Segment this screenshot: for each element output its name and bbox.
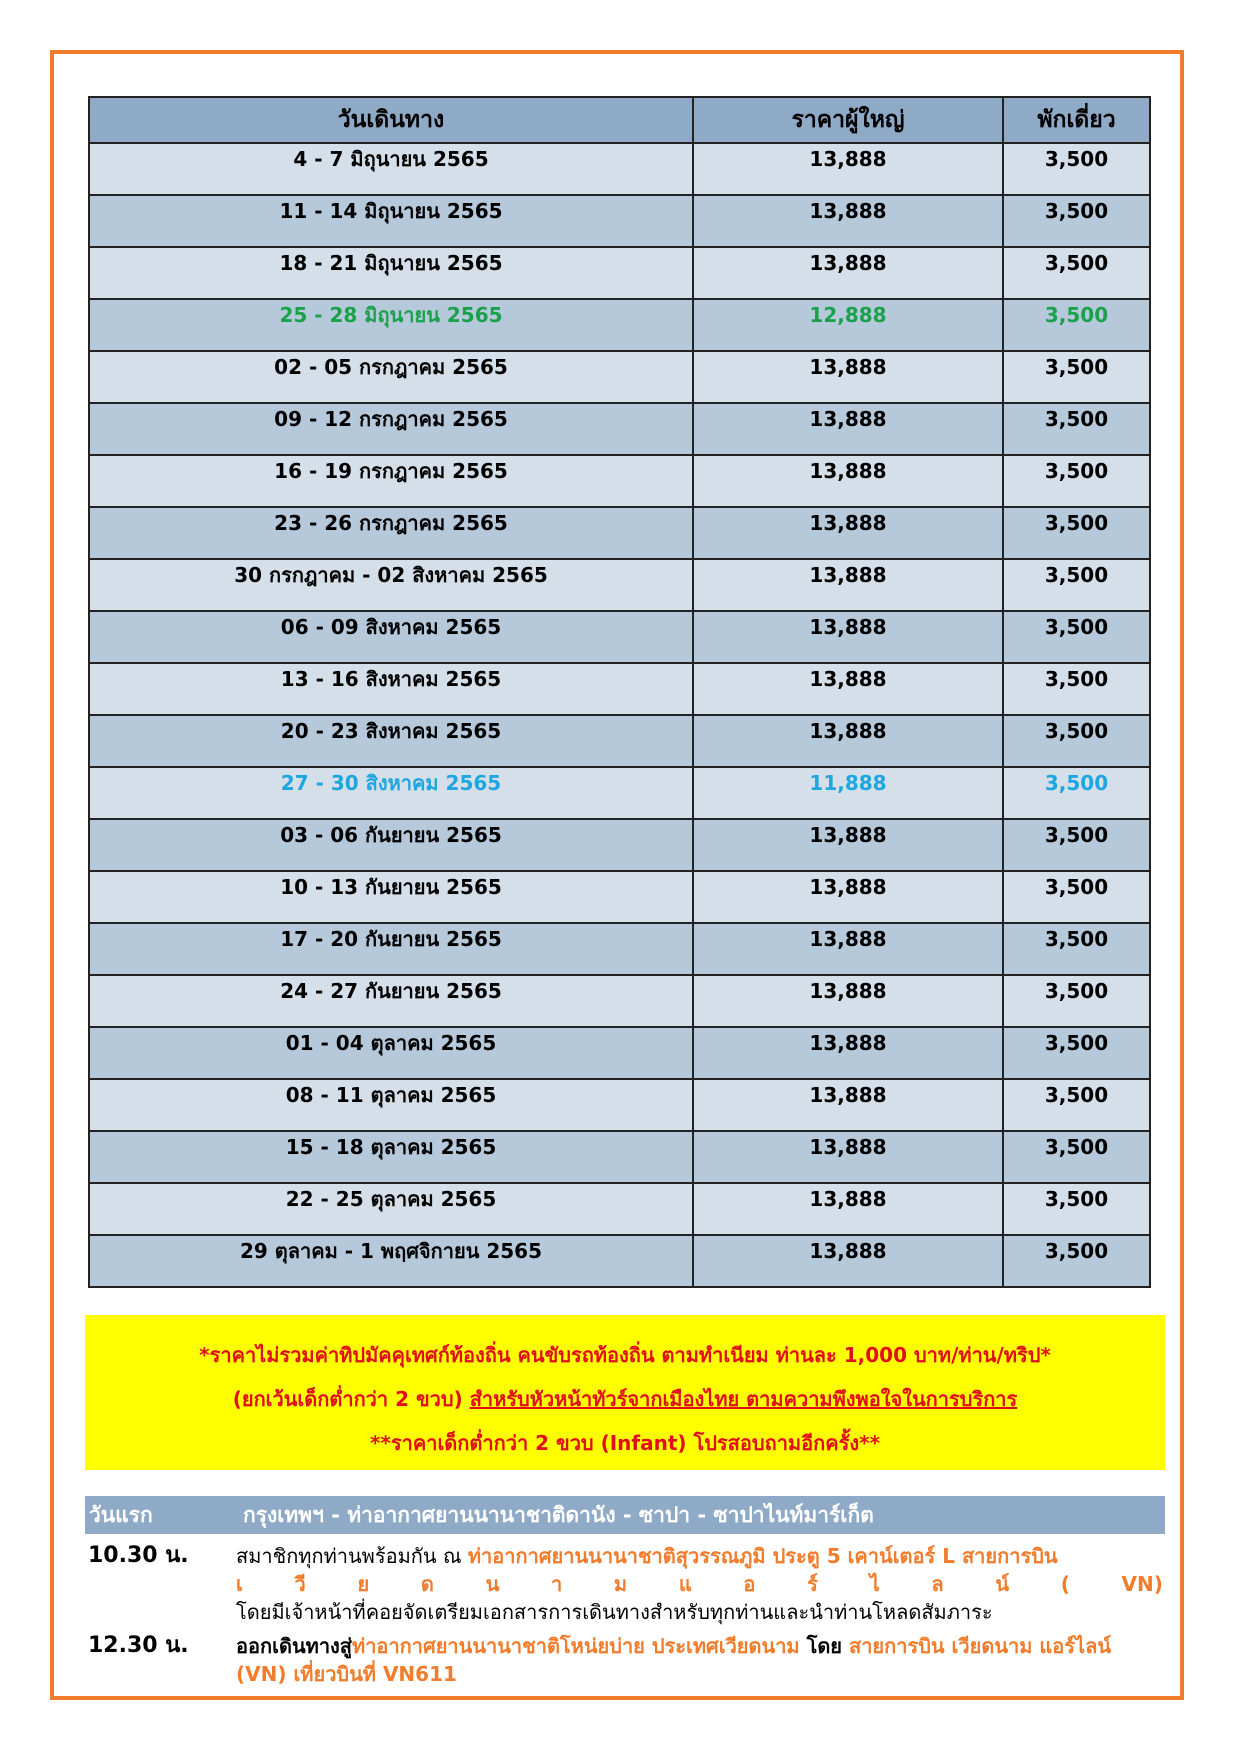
- table-row: [89, 767, 1150, 819]
- table-row: [89, 819, 1150, 871]
- cell-adult-price: 13,888: [693, 975, 1003, 1027]
- spread-char: VN): [1121, 1572, 1163, 1596]
- spread-char: ไ: [869, 1572, 880, 1596]
- cell-travel-date: 29 ตุลาคม - 1 พฤศจิกายน 2565: [89, 1235, 693, 1287]
- table-row: [89, 1027, 1150, 1079]
- cell-single-supplement: 3,500: [1003, 975, 1150, 1027]
- day-header-bar: [85, 1496, 1165, 1534]
- spread-char: (: [1060, 1572, 1070, 1596]
- cell-travel-date: 20 - 23 สิงหาคม 2565: [89, 715, 693, 767]
- table-row: [89, 975, 1150, 1027]
- price-table: [88, 96, 1151, 1288]
- cell-travel-date: 22 - 25 ตุลาคม 2565: [89, 1183, 693, 1235]
- table-row: [89, 1079, 1150, 1131]
- cell-travel-date: 06 - 09 สิงหาคม 2565: [89, 611, 693, 663]
- cell-adult-price: 13,888: [693, 1183, 1003, 1235]
- cell-travel-date: 4 - 7 มิถุนายน 2565: [89, 143, 693, 195]
- cell-adult-price: 13,888: [693, 1235, 1003, 1287]
- table-row: [89, 715, 1150, 767]
- cell-single-supplement: 3,500: [1003, 455, 1150, 507]
- cell-travel-date: 11 - 14 มิถุนายน 2565: [89, 195, 693, 247]
- cell-travel-date: 30 กรกฎาคม - 02 สิงหาคม 2565: [89, 559, 693, 611]
- spread-char: เ: [236, 1572, 243, 1596]
- note-tour-leader: (ยกเว้นเด็กต่ำกว่า 2 ขวบ) สำหรับหัวหน้าทัวร์จากเมืองไทย ตามความพึงพอใจในการบริการ: [232, 1387, 1018, 1411]
- cell-single-supplement: 3,500: [1003, 247, 1150, 299]
- spread-char: วี: [294, 1572, 306, 1596]
- cell-single-supplement: 3,500: [1003, 767, 1150, 819]
- table-row: [89, 247, 1150, 299]
- spread-char: ย: [357, 1572, 370, 1596]
- cell-single-supplement: 3,500: [1003, 1183, 1150, 1235]
- table-row: [89, 195, 1150, 247]
- cell-single-supplement: 3,500: [1003, 715, 1150, 767]
- cell-adult-price: 12,888: [693, 299, 1003, 351]
- cell-single-supplement: 3,500: [1003, 1079, 1150, 1131]
- cell-travel-date: 09 - 12 กรกฎาคม 2565: [89, 403, 693, 455]
- cell-adult-price: 13,888: [693, 1131, 1003, 1183]
- cell-adult-price: 13,888: [693, 507, 1003, 559]
- spread-char: า: [550, 1572, 563, 1596]
- table-row: [89, 1183, 1150, 1235]
- cell-single-supplement: 3,500: [1003, 143, 1150, 195]
- cell-single-supplement: 3,500: [1003, 403, 1150, 455]
- header-adult-price: ราคาผู้ใหญ่: [693, 97, 1003, 143]
- price-notes-box: [85, 1315, 1165, 1470]
- cell-single-supplement: 3,500: [1003, 1027, 1150, 1079]
- cell-adult-price: 13,888: [693, 559, 1003, 611]
- cell-adult-price: 13,888: [693, 455, 1003, 507]
- table-row: [89, 351, 1150, 403]
- cell-adult-price: 13,888: [693, 1079, 1003, 1131]
- cell-single-supplement: 3,500: [1003, 663, 1150, 715]
- table-header-row: [89, 97, 1150, 143]
- cell-travel-date: 23 - 26 กรกฎาคม 2565: [89, 507, 693, 559]
- cell-travel-date: 10 - 13 กันยายน 2565: [89, 871, 693, 923]
- cell-adult-price: 13,888: [693, 195, 1003, 247]
- cell-travel-date: 01 - 04 ตุลาคม 2565: [89, 1027, 693, 1079]
- cell-adult-price: 13,888: [693, 1027, 1003, 1079]
- itinerary-text: สมาชิกทุกท่านพร้อมกัน ณ ท่าอากาศยานนานาชาติสุวรรณภูมิ ประตู 5 เคาน์เตอร์ L สายการบิน เ วี ย ด น า ม แ อ ร์ ไ ล น์ ( VN) โดยมีเจ้าหน้าที่คอยจัดเตรียมเอกสารการเดินทางสำหรับทุกท่านและนำท่านโหลดสัมภาระ: [236, 1544, 1163, 1624]
- spread-char: ร์: [807, 1572, 818, 1596]
- spread-char: แ: [678, 1572, 692, 1596]
- spread-char: ม: [613, 1572, 628, 1596]
- table-row: [89, 559, 1150, 611]
- cell-travel-date: 08 - 11 ตุลาคม 2565: [89, 1079, 693, 1131]
- day-label: วันแรก: [89, 1503, 153, 1527]
- table-row: [89, 1131, 1150, 1183]
- cell-travel-date: 18 - 21 มิถุนายน 2565: [89, 247, 693, 299]
- cell-travel-date: 03 - 06 กันยายน 2565: [89, 819, 693, 871]
- cell-single-supplement: 3,500: [1003, 559, 1150, 611]
- table-row: [89, 455, 1150, 507]
- table-row: [89, 663, 1150, 715]
- cell-travel-date: 25 - 28 มิถุนายน 2565: [89, 299, 693, 351]
- cell-travel-date: 24 - 27 กันยายน 2565: [89, 975, 693, 1027]
- itinerary-text: ออกเดินทางสู่ท่าอากาศยานนานาชาติโหน่ยบ่าย ประเทศเวียดนาม โดย สายการบิน เวียดนาม แอร์ไลน์ (VN) เที่ยวบินที่ VN611: [236, 1634, 1112, 1686]
- note-infant: **ราคาเด็กต่ำกว่า 2 ขวบ (Infant) โปรสอบถามอีกครั้ง**: [369, 1431, 881, 1455]
- itinerary-time: 10.30 น.: [88, 1543, 189, 1568]
- cell-single-supplement: 3,500: [1003, 871, 1150, 923]
- cell-single-supplement: 3,500: [1003, 507, 1150, 559]
- cell-single-supplement: 3,500: [1003, 1131, 1150, 1183]
- itinerary-time: 12.30 น.: [88, 1633, 189, 1658]
- spread-char: น์: [995, 1572, 1009, 1596]
- header-single-supplement: พักเดี่ยว: [1003, 97, 1150, 143]
- cell-adult-price: 13,888: [693, 351, 1003, 403]
- airline-name-spread: [236, 1570, 1163, 1598]
- cell-single-supplement: 3,500: [1003, 611, 1150, 663]
- table-row: [89, 143, 1150, 195]
- spread-char: ด: [420, 1572, 434, 1596]
- cell-adult-price: 13,888: [693, 247, 1003, 299]
- cell-adult-price: 13,888: [693, 663, 1003, 715]
- table-row: [89, 611, 1150, 663]
- cell-travel-date: 15 - 18 ตุลาคม 2565: [89, 1131, 693, 1183]
- cell-single-supplement: 3,500: [1003, 299, 1150, 351]
- cell-travel-date: 27 - 30 สิงหาคม 2565: [89, 767, 693, 819]
- table-row: [89, 1235, 1150, 1287]
- table-row: [89, 923, 1150, 975]
- table-row: [89, 507, 1150, 559]
- header-travel-date: วันเดินทาง: [89, 97, 693, 143]
- cell-single-supplement: 3,500: [1003, 195, 1150, 247]
- cell-adult-price: 13,888: [693, 403, 1003, 455]
- table-row: [89, 403, 1150, 455]
- spread-char: อ: [743, 1572, 756, 1596]
- cell-adult-price: 13,888: [693, 611, 1003, 663]
- cell-single-supplement: 3,500: [1003, 351, 1150, 403]
- table-row: [89, 871, 1150, 923]
- cell-adult-price: 11,888: [693, 767, 1003, 819]
- day-route: กรุงเทพฯ - ท่าอากาศยานนานาชาติดานัง - ซาปา - ซาปาไนท์มาร์เก็ต: [243, 1503, 874, 1527]
- cell-travel-date: 13 - 16 สิงหาคม 2565: [89, 663, 693, 715]
- spread-char: ล: [931, 1572, 944, 1596]
- cell-travel-date: 16 - 19 กรกฎาคม 2565: [89, 455, 693, 507]
- note-tips: *ราคาไม่รวมค่าทิปมัคคุเทศก์ท้องถิ่น คนขับรถท้องถิ่น ตามทำเนียม ท่านละ 1,000 บาท/ท่าน/ทริป*: [199, 1343, 1051, 1367]
- cell-travel-date: 17 - 20 กันยายน 2565: [89, 923, 693, 975]
- cell-single-supplement: 3,500: [1003, 1235, 1150, 1287]
- cell-single-supplement: 3,500: [1003, 819, 1150, 871]
- cell-single-supplement: 3,500: [1003, 923, 1150, 975]
- table-row: [89, 299, 1150, 351]
- cell-adult-price: 13,888: [693, 143, 1003, 195]
- cell-travel-date: 02 - 05 กรกฎาคม 2565: [89, 351, 693, 403]
- cell-adult-price: 13,888: [693, 819, 1003, 871]
- cell-adult-price: 13,888: [693, 715, 1003, 767]
- cell-adult-price: 13,888: [693, 923, 1003, 975]
- cell-adult-price: 13,888: [693, 871, 1003, 923]
- spread-char: น: [485, 1572, 500, 1596]
